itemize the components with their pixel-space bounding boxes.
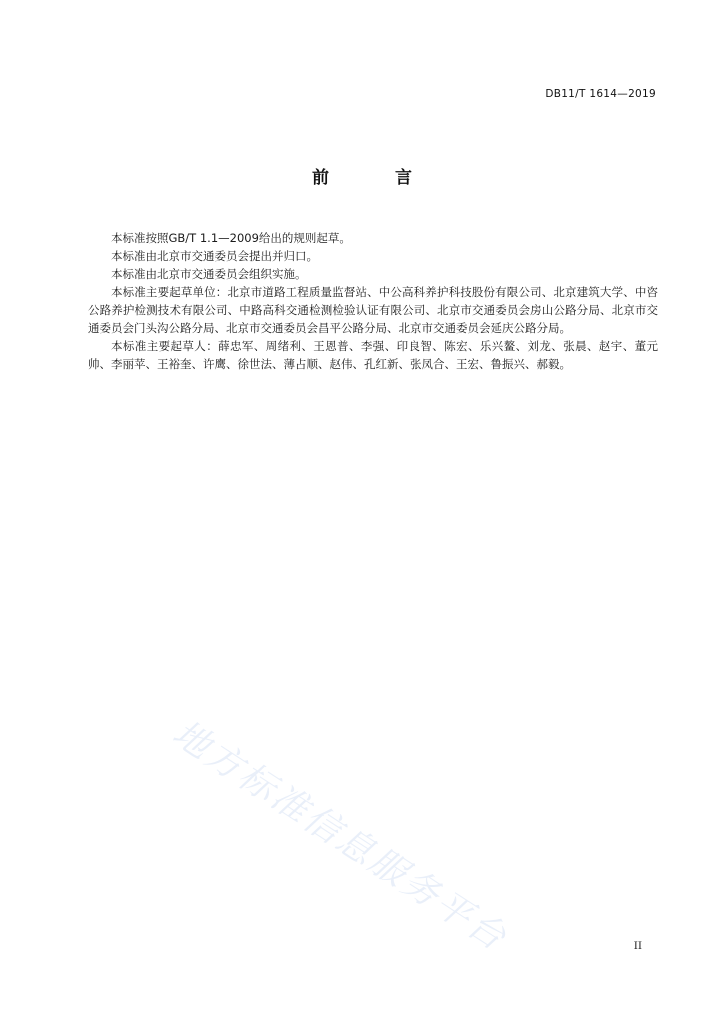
page-title: 前 言	[312, 168, 442, 188]
page-number: II	[633, 940, 642, 952]
watermark: 地方标准信息服务平台	[165, 712, 515, 960]
document-code: DB11/T 1614—2019	[545, 88, 656, 100]
foreword-body	[88, 229, 658, 373]
paragraph-drafting-units: 本标准主要起草单位：北京市道路工程质量监督站、中公高科养护科技股份有限公司、北京建筑大学、中咨公路养护检测技术有限公司、中路高科交通检测检验认证有限公司、北京市交通委员会房山公路分局、北京市交通委员会门头沟公路分局、北京市交通委员会昌平公路分局、北京市交通委员会延庆公路分局。	[88, 285, 658, 335]
paragraph-drafting-rules: 本标准按照GB/T 1.1—2009给出的规则起草。	[111, 231, 351, 245]
paragraph-implementer: 本标准由北京市交通委员会组织实施。	[111, 267, 307, 281]
paragraph-drafters: 本标准主要起草人：薛忠军、周绪利、王恩普、李强、印良智、陈宏、乐兴鳌、刘龙、张晨、赵宇、董元帅、李丽苹、王裕奎、许鹰、徐世法、薄占顺、赵伟、孔红新、张凤合、王宏、鲁振兴、郝毅。	[88, 339, 658, 371]
paragraph-proposer: 本标准由北京市交通委员会提出并归口。	[111, 249, 318, 263]
